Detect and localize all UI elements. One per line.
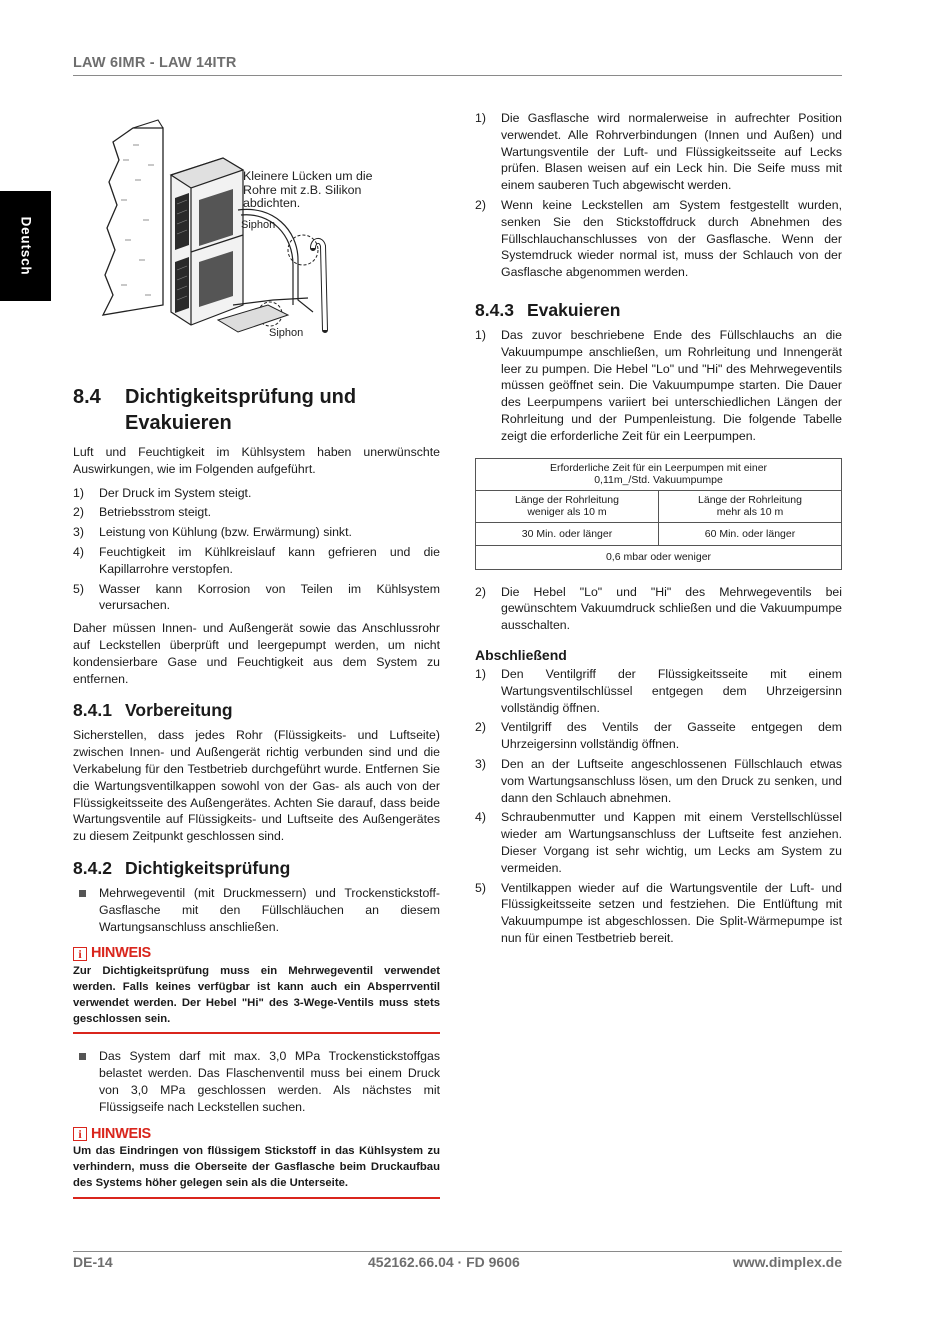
- list-item: [73, 524, 440, 541]
- bullet-square-icon: [73, 1048, 99, 1115]
- table-row: [476, 458, 842, 490]
- item-text: Wasser kann Korrosion von Teilen im Kühlsystem verursachen.: [99, 581, 440, 613]
- item-number: 1): [73, 485, 84, 500]
- language-tab: [0, 191, 51, 301]
- caption-line1: Erforderliche Zeit für ein Leerpumpen mit einer: [549, 461, 768, 474]
- figure-label-gaps-1: Kleinere Lücken um die: [243, 169, 373, 183]
- item-text: Den an der Luftseite angeschlossenen Füllschlauch etwas vom Wartungsanschluss lösen, um den Druck zu senken, und dann den Schlauch abnehmen.: [501, 756, 842, 805]
- list-item: [475, 110, 842, 194]
- section-title: Evakuieren: [527, 299, 621, 320]
- page-number: DE-14: [73, 1254, 113, 1270]
- document-id: 452162.66.04 · FD 9606: [368, 1254, 520, 1270]
- item-text: Feuchtigkeit im Kühlkreislauf kann gefrieren und die Kapillarrohre verstopfen.: [99, 544, 440, 576]
- table-caption: [476, 458, 842, 490]
- list-item: [475, 809, 842, 876]
- section-heading-8-4-3: [475, 299, 842, 321]
- note-box: [73, 1126, 440, 1199]
- item-number: 2): [73, 505, 84, 520]
- closing-heading: Abschließend: [475, 646, 567, 663]
- header-line1: Länge der Rohrleitung: [698, 493, 802, 506]
- figure-label-gaps-2: Rohre mit z.B. Silikon: [243, 183, 362, 197]
- item-text: Den Ventilgriff der Flüssigkeitsseite mit einem Wartungsventilschlüssel entgegen dem Uhrzeigersinn vollständig öffnen.: [501, 666, 842, 715]
- item-text: Die Hebel "Lo" und "Hi" des Mehrwegeventils bei gewünschtem Vakuumdruck schließen und die Vakuumpumpe ausschalten.: [501, 584, 842, 633]
- list-item: [475, 197, 842, 281]
- item-number: 2): [475, 197, 486, 212]
- list-item: [475, 666, 842, 716]
- list-item: [73, 581, 440, 615]
- list-item: [475, 719, 842, 753]
- table-footer-cell: 0,6 mbar oder weniger: [476, 546, 842, 570]
- info-icon: i: [73, 1127, 87, 1141]
- item-number: 4): [73, 544, 84, 559]
- preparation-paragraph: Sicherstellen, dass jedes Rohr (Flüssigkeits- und Luftseite) zwischen Innen- und Außengerät richtig verbunden sind und die Verkabelung für den Testbetrieb durchgeführt wurde. Entfernen Sie die Wartungsventilkappen sowohl von der Gas- als auch von der Flüssigkeitsseite des Außengerätes. Achten Sie darauf, dass beide Wartungsventile auf Flüssigkeits- und Luftseite des Außengerätes zu diesem Zeitpunkt geschlossen sind.: [73, 728, 440, 844]
- figure-label-siphon-top: Siphon: [241, 219, 276, 231]
- note-title: HINWEIS: [91, 1125, 151, 1142]
- section-number: 8.4.2: [73, 857, 112, 878]
- section-number: 8.4: [73, 386, 101, 408]
- item-number: 5): [475, 880, 486, 895]
- language-tab-label: Deutsch: [18, 216, 33, 276]
- list-item: [475, 880, 842, 947]
- list-item: [475, 756, 842, 806]
- item-text: Betriebsstrom steigt.: [99, 505, 212, 520]
- section-heading-8-4-1: [73, 699, 440, 721]
- header-title: LAW 6IMR - LAW 14ITR: [73, 55, 237, 71]
- table-row: [476, 546, 842, 570]
- drain-hose-inner: [313, 241, 325, 330]
- item-text: Ventilkappen wieder auf die Wartungsventile der Luft- und Flüssigkeitsseite setzen und festziehen. Die Entlüftung mit Vakuumpumpe ist abgeschlossen. Die Split-Wärmepumpe ist nun für einen Testbetrieb bereit.: [501, 880, 842, 945]
- section-title: Vorbereitung: [125, 700, 233, 721]
- list-item: [475, 584, 842, 634]
- item-text: Das zuvor beschriebene Ende des Füllschlauchs an die Vakuumpumpe anschließen, um Rohrleitung und Innengerät leer zu pumpen. Die Hebel "Lo" und "Hi" des Mehrwegeventils müssen geöffnet sein. Die Vakuumpumpe starten. Die Dauer des Leerpumpens variiert bei unterschiedlichen Längen der Rohrleitung und der Pumpenleistung. Die folgende Tabelle zeigt die erforderliche Zeit für ein Leerpumpen.: [501, 327, 842, 443]
- bullet-text: Das System darf mit max. 3,0 MPa Trockenstickstoffgas belastet werden. Das Flaschenventil muss bei einem Druck von 3,0 MPa geschlossen werden. Als nächstes mit Flüssigseife nach Leckstellen suchen.: [99, 1049, 440, 1114]
- figure-label-siphon-bottom: Siphon: [269, 327, 304, 339]
- section-number: 8.4.1: [73, 700, 112, 721]
- section-number: 8.4.3: [475, 299, 514, 320]
- note-text: Um das Eindringen von flüssigem Stickstoff in das Kühlsystem zu verhindern, muss die Oberseite der Gasflasche beim Druckaufbau des Systems höher gelegen sein als die Unterseite.: [73, 1144, 440, 1198]
- item-text: Leistung von Kühlung (bzw. Erwärmung) sinkt.: [99, 525, 352, 540]
- installation-figure: [73, 100, 440, 350]
- list-item: [475, 327, 842, 445]
- section-title-line2: Evakuieren: [125, 412, 232, 434]
- header-line2: mehr als 10 m: [716, 506, 784, 519]
- item-number: 3): [73, 525, 84, 540]
- section-title: [125, 384, 356, 436]
- section-title-line1: Dichtigkeitsprüfung und: [125, 386, 357, 408]
- right-column: [475, 110, 842, 950]
- list-item: [73, 485, 440, 502]
- item-text: Der Druck im System steigt.: [99, 485, 252, 500]
- table-row: [476, 522, 842, 546]
- effects-list: [73, 485, 440, 615]
- wall-shape: [103, 128, 163, 315]
- note-header: [73, 1126, 440, 1143]
- website-link[interactable]: www.dimplex.de: [732, 1254, 842, 1270]
- header-rule: [73, 75, 842, 76]
- item-number: 5): [73, 581, 84, 596]
- table-row: [476, 490, 842, 522]
- bullet-item: [73, 885, 440, 935]
- table-cell: 60 Min. oder länger: [659, 522, 842, 546]
- note-text: Zur Dichtigkeitsprüfung muss ein Mehrwegeventil verwendet werden. Falls keines verfügbar ist kann auch ein Absperrventil verwendet werden. Der Hebel "Hi" des 3-Wege-Ventils muss stets geschlossen sein.: [73, 964, 440, 1034]
- item-text: Schraubenmutter und Kappen mit einem Verstellschlüssel wieder am Wartungsanschluss der Luftseite fest anziehen. Dieser Vorgang ist sehr wichtig, um Lecks am System zu vermeiden.: [501, 810, 842, 875]
- info-icon: i: [73, 947, 87, 961]
- table-header-cell: [476, 490, 659, 522]
- item-number: 2): [475, 720, 486, 735]
- bullet-square-icon: [73, 885, 99, 935]
- figure-label-gaps-3: abdichten.: [243, 196, 301, 210]
- note-title: HINWEIS: [91, 945, 151, 962]
- item-number: 1): [475, 666, 486, 681]
- item-number: 1): [475, 111, 486, 125]
- item-number: 3): [475, 756, 486, 771]
- item-number: 4): [475, 810, 486, 825]
- intro-paragraph: Luft und Feuchtigkeit im Kühlsystem haben unerwünschte Auswirkungen, wie im Folgenden aufgeführt.: [73, 445, 440, 476]
- outdoor-unit-illustration: [73, 100, 440, 350]
- left-column: [73, 100, 440, 1213]
- note-header: [73, 945, 440, 962]
- outro-paragraph: Daher müssen Innen- und Außengerät sowie das Anschlussrohr auf Leckstellen überprüft und leergepumpt werden, um nicht kondensierbare Gase und Feuchtigkeit aus dem System zu entfernen.: [73, 621, 440, 686]
- header-line2: weniger als 10 m: [527, 506, 607, 519]
- item-number: 2): [475, 584, 486, 599]
- item-number: 1): [475, 327, 486, 342]
- item-text: Wenn keine Leckstellen am System festgestellt wurden, senken Sie den Stickstoffdruck durch Abnehmen des Füllschlauchanschlusses von der Gasflasche. Wenn der Systemdruck wieder normal ist, muss der Schlauch von der Gasflasche abgenommen werden.: [501, 197, 842, 280]
- list-item: [73, 544, 440, 578]
- wall-texture: [121, 145, 154, 295]
- section-heading-8-4: [73, 384, 440, 436]
- table-cell: 30 Min. oder länger: [476, 522, 659, 546]
- item-text: Die Gasflasche wird normalerweise in aufrechter Position verwendet. Alle Rohrverbindungen (Innen und Außen) und Wartungsventile der Luft- und Flüssigkeitsseite auf Lecks prüfen. Blasen weisen auf ein Leck hin. Die Seife muss mit einem sauberen Tuch abgewischt werden.: [501, 111, 842, 193]
- item-text: Ventilgriff des Ventils der Gasseite entgegen dem Uhrzeigersinn vollständig öffnen.: [501, 720, 842, 752]
- bullet-item: [73, 1048, 440, 1115]
- table-header-cell: [659, 490, 842, 522]
- list-item: [73, 504, 440, 521]
- note-box: [73, 945, 440, 1034]
- wall-back: [133, 120, 163, 128]
- header-line1: Länge der Rohrleitung: [515, 493, 619, 506]
- section-title: Dichtigkeitsprüfung: [125, 857, 291, 878]
- caption-line2: 0,11m_/Std. Vakuumpumpe: [594, 474, 723, 487]
- section-heading-8-4-2: [73, 857, 440, 879]
- evacuation-time-table: [475, 458, 842, 570]
- bullet-text: Mehrwegeventil (mit Druckmessern) und Trockenstickstoff-Gasflasche mit den Füllschläuchen an diesem Wartungsanschluss anschließen.: [99, 885, 440, 934]
- footer-rule: [73, 1251, 842, 1252]
